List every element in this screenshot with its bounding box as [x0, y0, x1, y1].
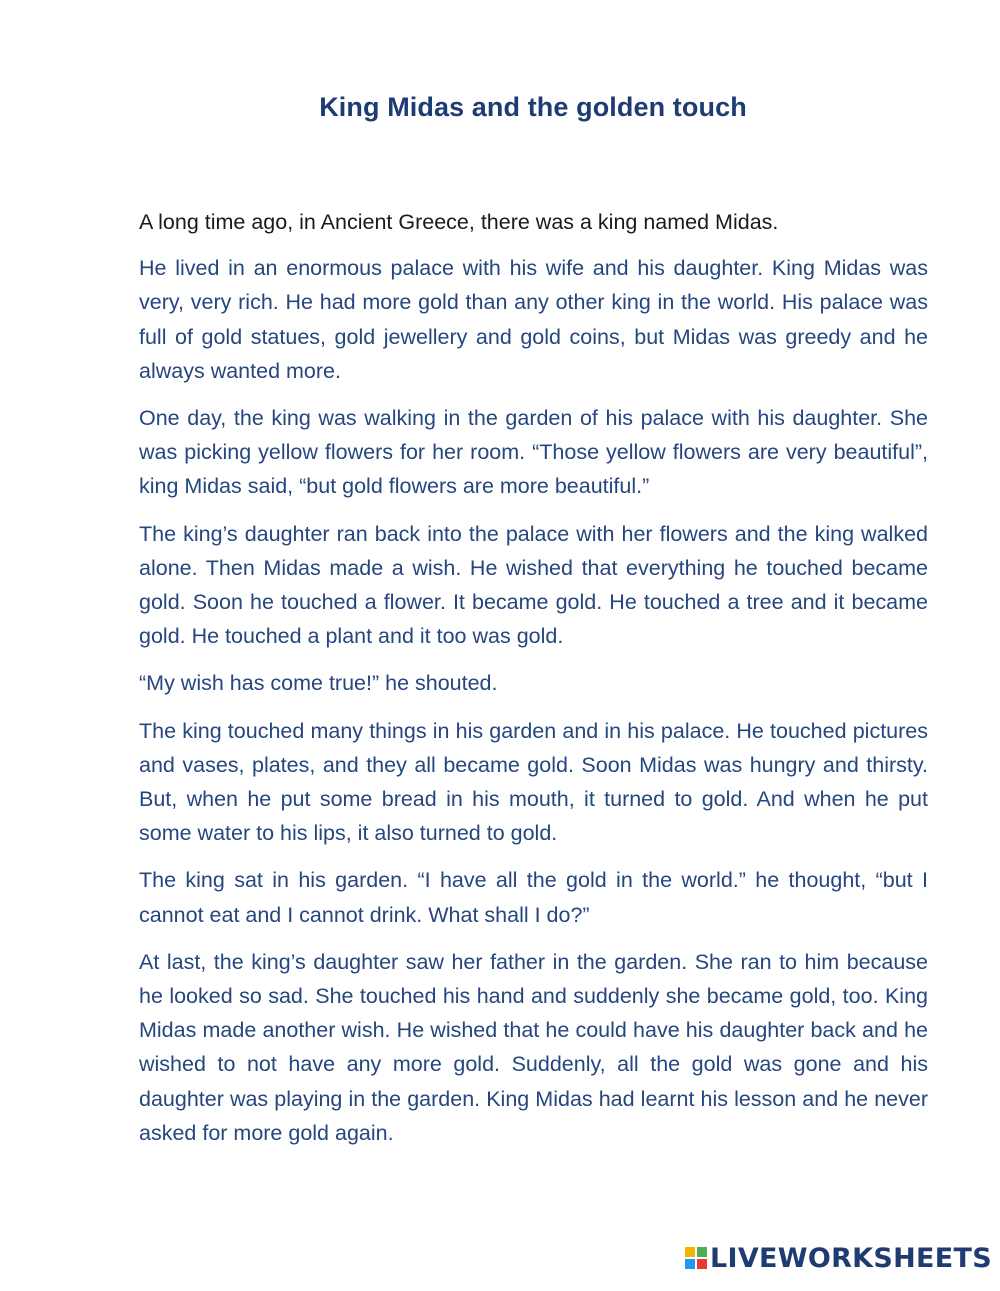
logo-icon: [685, 1247, 707, 1269]
story-paragraph-7: The king sat in his garden. “I have all the gold in the world.” he thought, “but I cannot eat and I cannot drink. What shall I do?”: [139, 868, 928, 927]
logo-square-1: [685, 1247, 695, 1257]
logo-square-4: [697, 1259, 707, 1269]
story-text: [139, 205, 928, 1163]
story-paragraph-8: At last, the king’s daughter saw her father in the garden. She ran to him because he looked so sad. She touched his hand and suddenly she became gold, too. King Midas made another wish. He wished that he could have his daughter back and he wished to not have any more gold. Suddenly, all the gold was gone and his daughter was playing in the garden. King Midas had learnt his lesson and he never asked for more gold again.: [139, 949, 928, 1145]
story-paragraph-1: A long time ago, in Ancient Greece, there was a king named Midas.: [139, 210, 779, 234]
story-paragraph-6: The king touched many things in his garden and in his palace. He touched pictures and vases, plates, and they all became gold. Soon Midas was hungry and thirsty. But, when he put some bread in his mouth, it turned to gold. And when he put some water to his lips, it also turned to gold.: [139, 718, 928, 846]
logo-text: LIVEWORKSHEETS: [709, 1242, 992, 1274]
story-paragraph-5: “My wish has come true!” he shouted.: [139, 671, 498, 696]
story-paragraph-4: The king’s daughter ran back into the palace with her flowers and the king walked alone. Then Midas made a wish. He wished that everything he touched became gold. Soon he touched a flower. It became gold. He touched a tree and it became gold. He touched a plant and it too was gold.: [139, 521, 928, 649]
story-paragraph-3: One day, the king was walking in the garden of his palace with his daughter. She was picking yellow flowers for her room. “Those yellow flowers are very beautiful”, king Midas said, “but gold flowers are more beautiful.”: [139, 406, 928, 499]
page-title: King Midas and the golden touch: [319, 92, 747, 122]
logo-square-3: [685, 1259, 695, 1269]
logo-square-2: [697, 1247, 707, 1257]
liveworksheets-logo: [685, 1241, 992, 1275]
story-paragraph-2: He lived in an enormous palace with his wife and his daughter. King Midas was very, very rich. He had more gold than any other king in the world. His palace was full of gold statues, gold jewellery and gold coins, but Midas was greedy and he always wanted more.: [139, 256, 928, 383]
